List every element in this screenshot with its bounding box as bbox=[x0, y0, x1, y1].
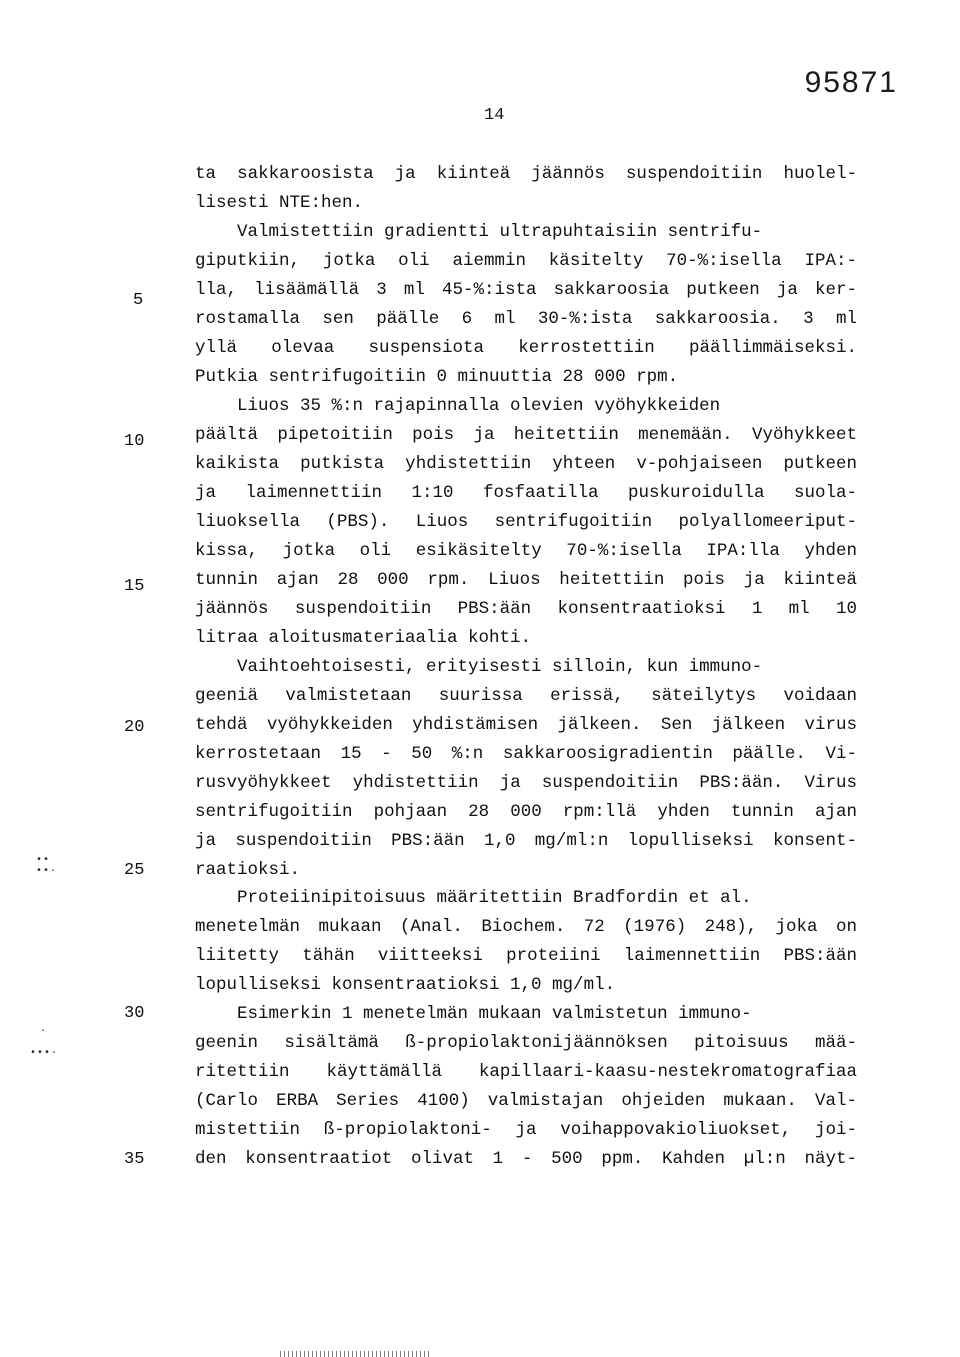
body-line: tunnin ajan 28 000 rpm. Liuos heitettiin pois ja kiinteä bbox=[195, 570, 857, 590]
body-line: raatioksi. bbox=[195, 860, 301, 880]
scan-speck: ••· bbox=[36, 866, 58, 877]
line-number: 10 bbox=[124, 432, 145, 451]
scan-speck: •• bbox=[36, 855, 51, 866]
body-line: tehdä vyöhykkeiden yhdistämisen jälkeen. Sen jälkeen virus bbox=[195, 715, 857, 735]
body-line: rusvyöhykkeet yhdistettiin ja suspendoitiin PBS:ään. Virus bbox=[195, 773, 857, 793]
body-line: geeniä valmistetaan suurissa erissä, säteilytys voidaan bbox=[195, 686, 857, 706]
line-number: 30 bbox=[124, 1004, 145, 1023]
body-line: Putkia sentrifugoitiin 0 minuuttia 28 000 rpm. bbox=[195, 367, 679, 387]
line-number: 35 bbox=[124, 1150, 145, 1169]
body-line: (Carlo ERBA Series 4100) valmistajan ohjeiden mukaan. Val- bbox=[195, 1091, 857, 1111]
body-line: rostamalla sen päälle 6 ml 30-%:ista sakkaroosia. 3 ml bbox=[195, 309, 857, 329]
body-line: liuoksella (PBS). Liuos sentrifugoitiin polyallomeeriput- bbox=[195, 512, 857, 532]
body-line: Proteiinipitoisuus määritettiin Bradfordin et al. bbox=[195, 888, 752, 908]
body-line: kerrostetaan 15 - 50 %:n sakkaroosigradientin päälle. Vi- bbox=[195, 744, 857, 764]
line-number: 15 bbox=[124, 577, 145, 596]
line-number: 25 bbox=[124, 861, 145, 880]
body-line: kaikista putkista yhdistettiin yhteen v-pohjaiseen putkeen bbox=[195, 454, 857, 474]
body-line: ja laimennettiin 1:10 fosfaatilla puskuroidulla suola- bbox=[195, 483, 857, 503]
body-line: giputkiin, jotka oli aiemmin käsitelty 70-%:isella IPA:- bbox=[195, 251, 857, 271]
body-line: jäännös suspendoitiin PBS:ään konsentraatioksi 1 ml 10 bbox=[195, 599, 857, 619]
body-line: Vaihtoehtoisesti, erityisesti silloin, kun immuno- bbox=[195, 657, 763, 677]
body-line: ta sakkaroosista ja kiinteä jäännös suspendoitiin huolel- bbox=[195, 164, 857, 184]
scan-speck: •••· bbox=[30, 1048, 59, 1059]
body-line: geenin sisältämä ß-propiolaktonijäännöksen pitoisuus mää- bbox=[195, 1033, 857, 1053]
body-line: kissa, jotka oli esikäsitelty 70-%:isella IPA:lla yhden bbox=[195, 541, 857, 561]
body-line: ritettiin käyttämällä kapillaari-kaasu-nestekromatografiaa bbox=[195, 1062, 857, 1082]
body-line: sentrifugoitiin pohjaan 28 000 rpm:llä yhden tunnin ajan bbox=[195, 802, 857, 822]
body-line: ja suspendoitiin PBS:ään 1,0 mg/ml:n lopulliseksi konsent- bbox=[195, 831, 857, 851]
body-line: päältä pipetoitiin pois ja heitettiin menemään. Vyöhykkeet bbox=[195, 425, 857, 445]
scan-speck: · bbox=[40, 1026, 48, 1037]
body-line: Liuos 35 %:n rajapinnalla olevien vyöhykkeiden bbox=[195, 396, 721, 416]
line-number: 5 bbox=[133, 291, 144, 310]
body-line: Esimerkin 1 menetelmän mukaan valmistetun immuno- bbox=[195, 1004, 752, 1024]
body-line: menetelmän mukaan (Anal. Biochem. 72 (1976) 248), joka on bbox=[195, 917, 857, 937]
body-line: lopulliseksi konsentraatioksi 1,0 mg/ml. bbox=[195, 975, 616, 995]
body-line: yllä olevaa suspensiota kerrostettiin päällimmäiseksi. bbox=[195, 338, 857, 358]
body-line: litraa aloitusmateriaalia kohti. bbox=[195, 628, 532, 648]
body-line: lla, lisäämällä 3 ml 45-%:ista sakkaroosia putkeen ja ker- bbox=[195, 280, 857, 300]
body-line: liitetty tähän viitteeksi proteiini laimennettiin PBS:ään bbox=[195, 946, 857, 966]
body-line: den konsentraatiot olivat 1 - 500 ppm. Kahden µl:n näyt- bbox=[195, 1149, 857, 1169]
page-number: 14 bbox=[484, 106, 505, 125]
patent-number: 95871 bbox=[804, 66, 898, 99]
line-number: 20 bbox=[124, 718, 145, 737]
scan-edge-artifact bbox=[280, 1351, 430, 1357]
body-line: Valmistettiin gradientti ultrapuhtaisiin sentrifu- bbox=[195, 222, 763, 242]
body-line: mistettiin ß-propiolaktoni- ja voihappovakioliuokset, joi- bbox=[195, 1120, 857, 1140]
body-line: lisesti NTE:hen. bbox=[195, 193, 364, 213]
